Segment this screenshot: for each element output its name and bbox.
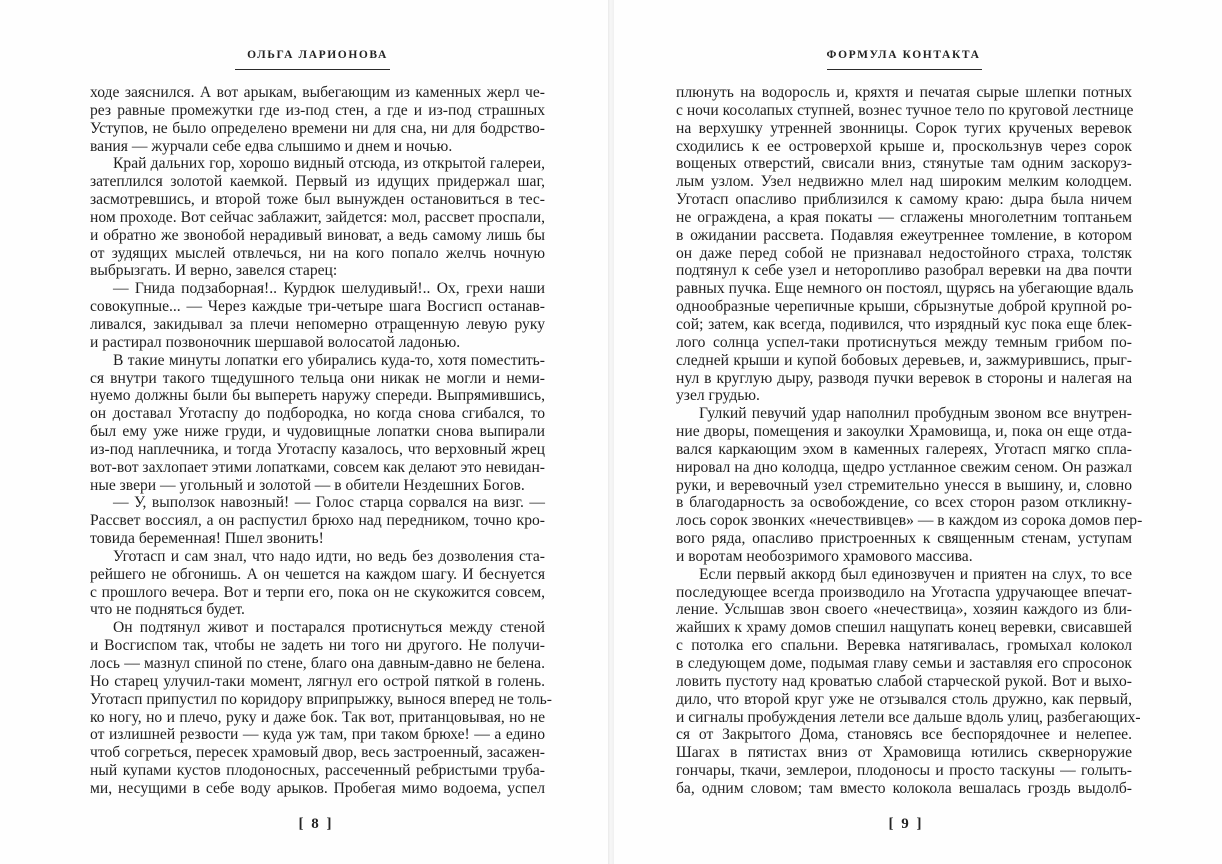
- text-line: лым узлом. Узел недвижно млел над широким мелким колодцем.: [676, 173, 1132, 191]
- text-line: ко ногу, но и плечо, руку и даже бок. Так вот, пританцовывая, но не: [90, 708, 545, 726]
- right-running-head: ФОРМУЛА КОНТАКТА: [826, 49, 981, 61]
- text-line: ся от Закрытого Дома, становясь все беспорядочнее и нелепее.: [676, 726, 1132, 744]
- right-page-number: [ 9 ]: [888, 816, 924, 832]
- text-line: засмотревшись, и второй тоже был вынужден остановиться в тес-: [90, 191, 545, 209]
- text-line: Уготасп и сам знал, что надо идти, но ведь без дозволения ста-: [113, 547, 545, 565]
- text-line: и обратно же звонобой нерадивый виноват, а ведь самому лишь бы: [90, 226, 545, 244]
- text-line: ловить пустоту над кроватью слабой старческой рукой. Вот и выхо-: [676, 672, 1132, 690]
- text-line: ном проходе. Вот сейчас заблажит, зайдется: мол, рассвет проспали,: [90, 208, 545, 226]
- text-line: рез равные промежутки где из-под стен, а где и из-под страшных: [90, 101, 545, 119]
- text-line: с прошлого вечера. Вот и терпи его, пока он не скукожится совсем,: [90, 583, 545, 601]
- text-line: Край дальних гор, хорошо видный отсюда, из открытой галереи,: [113, 155, 545, 173]
- text-line: Но старец улучил-таки момент, лягнул его острой пяткой в голень.: [90, 672, 545, 690]
- text-line: он даже перед собой не признавал недостойного страха, толстяк: [676, 244, 1132, 262]
- text-line: и сигналы пробуждения летели все дальше вдоль улиц, разбегающих-: [676, 708, 1141, 726]
- text-line: из-под наплечника, и тогда Уготаспу казалось, что верховный жрец: [90, 440, 545, 458]
- text-line: жайших к храму домов спешил нащупать конец веревки, свисавшей: [676, 619, 1132, 637]
- text-line: лого солнца успел-таки протиснуться между темным грибом по-: [676, 333, 1132, 351]
- text-line: вания — журчали себе едва слышимо и днем и ночью.: [90, 137, 453, 155]
- text-line: был ему уже ниже груди, и чудовищные лопатки снова выпирали: [90, 423, 545, 441]
- text-line: В такие минуты лопатки его убирались куда-то, хотя поместить-: [113, 351, 545, 369]
- text-line: сой; затем, как всегда, подивился, что изрядный кус пока еще блек-: [676, 315, 1132, 333]
- text-line: Он подтянул живот и постарался протиснуться между стеной: [113, 619, 545, 637]
- text-line: Гулкий певучий удар наполнил пробудным звоном все внутрен-: [699, 405, 1132, 423]
- left-page-number: [ 8 ]: [298, 816, 334, 832]
- text-line: не ограждена, а края покаты — сглажены многолетним топтаньем: [676, 208, 1132, 226]
- text-line: совокупные... — Через каждые три-четыре шага Восгисп останав-: [90, 298, 545, 316]
- text-line: плюнуть на водоросль и, кряхтя и печатая сырые шлепки потных: [676, 84, 1132, 101]
- text-line: вот-вот захлопает этими лопатками, совсем как делают это невидан-: [90, 458, 545, 476]
- text-line: гончары, ткачи, землерои, плодоносы и просто таскуны — голыть-: [676, 762, 1132, 780]
- text-line: что не подняться будет.: [90, 601, 245, 619]
- right-text-block: [676, 84, 1143, 798]
- text-line: равных пучка. Еще немного он постоял, щурясь на убегающие вдаль: [676, 280, 1134, 298]
- text-line: ливался, закидывал за плечи непомерно отращенную левую руку: [90, 315, 545, 333]
- text-line: от зудящих мыслей отвлечься, ни на кого попало желчь ночную: [90, 244, 545, 262]
- text-line: вался каркающим эхом в каменных галереях, Уготасп мягко спла-: [676, 440, 1132, 458]
- text-line: нул в круглую дыру, разводя пучки веревок в стороны и налегая на: [676, 369, 1132, 387]
- text-line: узел грудью.: [676, 387, 760, 405]
- text-line: однообразные черепичные крыши, сбрызнутые доброй крупной ро-: [676, 298, 1132, 316]
- text-line: — У, выползок навозный! — Голос старца сорвался на визг. —: [113, 494, 545, 512]
- right-header-rule: [827, 69, 982, 70]
- text-line: и воротам необозримого храмового массива.: [676, 547, 973, 565]
- left-text-block: [90, 84, 552, 798]
- right-page: [614, 0, 1222, 864]
- text-line: Уготасп припустил по коридору вприпрыжку, вынося вперед не толь-: [90, 690, 552, 708]
- text-line: и Восгиспом так, чтобы не задеть ни того ни другого. Не получи-: [90, 637, 545, 655]
- text-line: и растирал позвоночник шершавой волосатой ладонью.: [90, 333, 461, 351]
- text-line: затеплился золотой каемкой. Первый из идущих придержал шаг,: [90, 173, 545, 191]
- text-line: Если первый аккорд был единозвучен и приятен на слух, то все: [699, 565, 1132, 583]
- text-line: на верхушку утренней звонницы. Сорок тугих крученых веревок: [676, 119, 1132, 137]
- text-line: нуемо должны были бы выпереть наружу спереди. Выпрямившись,: [90, 387, 545, 405]
- text-line: руки, и веревочный узел стремительно унесся в вышину, и, словно: [676, 476, 1132, 494]
- text-line: ние дворы, помещения и закоулки Храмовища, и, пока он еще отда-: [676, 423, 1132, 441]
- text-line: подтянул к себе узел и неторопливо разобрал веревки на два почти: [676, 262, 1132, 280]
- text-line: Уготасп опасливо приблизился к самому краю: дыра была ничем: [676, 191, 1132, 209]
- text-line: последующее всегда производило на Уготаспа удручающее впечат-: [676, 583, 1132, 601]
- text-line: товида беременная! Пшел звонить!: [90, 530, 324, 548]
- text-line: в следующем доме, подымая главу семьи и заставляя его спросонок: [676, 655, 1132, 672]
- text-line: в благодарность за освобождение, со всех сторон разом откликну-: [676, 494, 1132, 512]
- text-line: ходе заяснился. А вот арыкам, выбегающим из каменных жерл че-: [90, 84, 545, 101]
- text-line: Рассвет воссиял, а он распустил брюхо над передником, точно кро-: [90, 512, 545, 530]
- text-line: с потолка его спальни. Веревка натягивалась, громыхал колокол: [676, 637, 1132, 655]
- text-line: дило, что второй круг уже не отзывался столь дружно, как первый,: [676, 690, 1132, 708]
- left-header-rule: [235, 69, 390, 70]
- text-line: вого ряда, опасливо пристроенных к священным стенам, уступам: [676, 530, 1132, 548]
- text-line: вощеных отверстий, свисали вниз, стянутые там одним заскоруз-: [676, 155, 1132, 173]
- text-line: выбрызгать. И верно, завелся старец:: [90, 262, 338, 280]
- text-line: ные звери — угольный и золотой — в обители Нездешних Богов.: [90, 476, 525, 494]
- text-line: лось — мазнул спиной по стене, благо она давным-давно не белена.: [90, 655, 545, 672]
- text-line: ся внутри такого тщедушного тельца они никак не могли и неми-: [90, 369, 545, 387]
- text-line: от излишней резвости — куда уж там, при таком брюхе! — а едино: [90, 726, 545, 744]
- text-line: лось сорок звонких «нечествивцев» — в каждом из сорока домов пер-: [676, 512, 1143, 530]
- text-line: с ночи косолапых ступней, вознес тучное тело по круговой лестнице: [676, 101, 1134, 119]
- text-line: ба, одним словом; там вместо колокола вешалась гроздь выдолб-: [676, 779, 1132, 797]
- text-line: рейшего не обгонишь. А он чешется на каждом шагу. И беснуется: [90, 565, 545, 583]
- text-line: Уступов, не было определено времени ни для сна, ни для бодрство-: [90, 119, 545, 137]
- text-line: сходились к ее островерхой крыше и, проскользнув через сорок: [676, 137, 1132, 155]
- text-line: в ожидании рассвета. Подавляя ежеутреннее томление, в котором: [676, 226, 1132, 244]
- text-line: нировал на дно колодца, щедро устланное свежим сеном. Он разжал: [676, 458, 1132, 476]
- left-running-head: ОЛЬГА ЛАРИОНОВА: [247, 49, 388, 61]
- text-line: Шагах в пятистах вниз от Храмовища ютились скверноружие: [676, 744, 1132, 762]
- text-line: ный купами кустов плодоносных, рассеченный ребристыми труба-: [90, 762, 545, 780]
- text-line: чтоб согреться, пересек храмовый двор, весь застроенный, засажен-: [90, 744, 545, 762]
- text-line: ление. Услышав звон своего «нечествица», хозяин каждого из бли-: [676, 601, 1132, 619]
- text-line: следней крыши и купой бобовых деревьев, и, зажмурившись, прыг-: [676, 351, 1132, 369]
- text-line: — Гнида подзаборная!.. Курдюк шелудивый!.. Ох, грехи наши: [113, 280, 545, 298]
- left-page: [0, 0, 608, 864]
- text-line: ми, несущими в себе воду арыков. Пробегая мимо водоема, успел: [90, 779, 545, 797]
- text-line: он доставал Уготаспу до подбородка, но когда снова сгибался, то: [90, 405, 545, 423]
